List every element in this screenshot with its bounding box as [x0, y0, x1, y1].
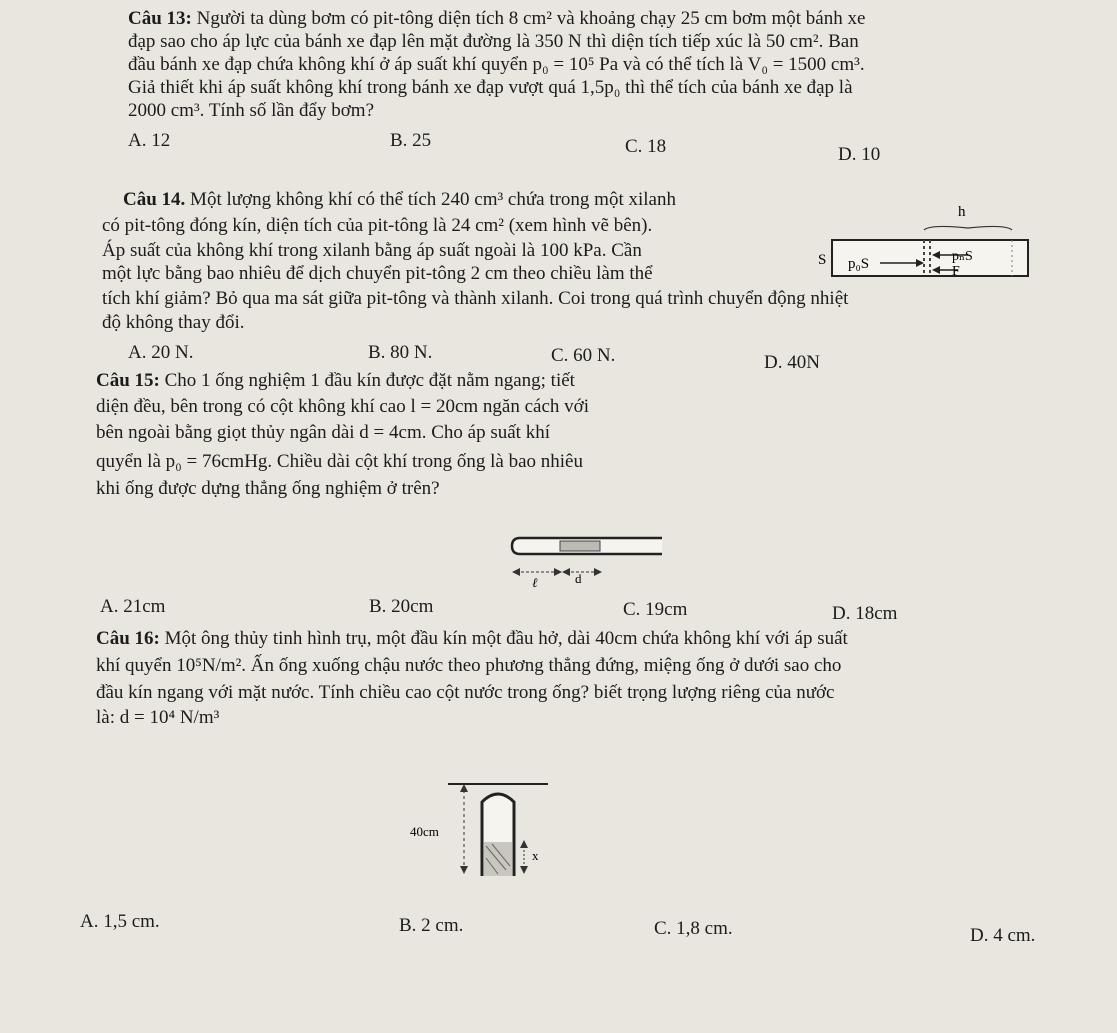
q16-dim-length-arrow-bottom	[460, 866, 468, 874]
q14-option-a[interactable]: A. 20 N.	[128, 342, 194, 363]
q15-dim-d-arrow-right	[594, 568, 602, 576]
q15-text-1: Cho 1 ống nghiệm 1 đầu kín được đặt nằm ngang; tiết	[164, 370, 575, 391]
q16-option-a[interactable]: A. 1,5 cm.	[80, 911, 160, 932]
q14-figure-s: S	[818, 252, 827, 268]
q15-line-4: quyển là p₀ = 76cmHg. Chiều dài cột khí trong ống là bao nhiêu	[96, 451, 583, 472]
q14-line-1	[123, 189, 676, 211]
q15-dim-l-arrow-left	[512, 568, 520, 576]
q15-option-a[interactable]: A. 21cm	[100, 596, 166, 617]
q16-text-1: Một ông thủy tinh hình trụ, một đầu kín một đầu hở, dài 40cm chứa không khí với áp suất	[164, 628, 848, 649]
q15-line-3: bên ngoài bằng giọt thủy ngân dài d = 4cm. Cho áp suất khí	[96, 422, 550, 443]
q15-option-d[interactable]: D. 18cm	[832, 603, 898, 624]
q14-line-4: một lực bằng bao nhiêu để dịch chuyển pit-tông 2 cm theo chiều làm thể	[102, 263, 653, 284]
q14-figure-p0s: p₀S	[848, 256, 870, 272]
q14-line-3: Áp suất của không khí trong xilanh bằng áp suất ngoài là 100 kPa. Cần	[102, 240, 642, 261]
q14-option-c[interactable]: C. 60 N.	[551, 345, 616, 366]
q16-dim-x-arrow-bottom	[520, 866, 528, 874]
q15-line-5: khi ống được dựng thẳng ống nghiệm ở trên?	[96, 478, 440, 499]
q13-text-1: Người ta dùng bơm có pit-tông diện tích 8 cm² và khoảng chạy 25 cm bơm một bánh xe	[196, 8, 866, 29]
q16-dim-x-arrow-top	[520, 840, 528, 848]
q15-line-2: diện đều, bên trong có cột không khí cao l = 20cm ngăn cách với	[96, 396, 589, 417]
q15-dim-l-arrow-right	[554, 568, 562, 576]
q14-line-6: độ không thay đổi.	[102, 312, 245, 333]
q14-cylinder-figure	[818, 198, 1040, 290]
q16-line-1	[96, 628, 848, 650]
q13-option-d[interactable]: D. 10	[838, 144, 881, 165]
q14-line-2: có pit-tông đóng kín, diện tích của pit-tông là 24 cm² (xem hình vẽ bên).	[102, 215, 653, 236]
q14-label: Câu 14.	[123, 189, 186, 210]
q14-text-1: Một lượng không khí có thể tích 240 cm³ chứa trong một xilanh	[190, 189, 676, 210]
q15-option-c[interactable]: C. 19cm	[623, 599, 688, 620]
q16-label: Câu 16:	[96, 628, 160, 649]
q16-tube-figure	[408, 776, 554, 882]
q14-figure-h: h	[958, 204, 966, 220]
q15-dim-d-arrow-left	[562, 568, 570, 576]
q14-figure-brace	[924, 226, 1012, 230]
q16-dim-length-arrow-top	[460, 784, 468, 792]
q15-tube-figure	[502, 528, 672, 590]
q16-water-column	[484, 842, 512, 876]
q16-option-b[interactable]: B. 2 cm.	[399, 915, 464, 936]
q13-option-c[interactable]: C. 18	[625, 136, 667, 157]
q15-option-b[interactable]: B. 20cm	[369, 596, 434, 617]
q13-line-3: đầu bánh xe đạp chứa không khí ở áp suất khí quyển p₀ = 10⁵ Pa và có thể tích là V₀ = 1500 cm³.	[128, 54, 865, 75]
q14-option-d[interactable]: D. 40N	[764, 352, 820, 373]
q16-line-4: là: d = 10⁴ N/m³	[96, 707, 220, 728]
q16-option-d[interactable]: D. 4 cm.	[970, 925, 1036, 946]
q16-option-c[interactable]: C. 1,8 cm.	[654, 918, 733, 939]
q13-line-4: Giả thiết khi áp suất không khí trong bánh xe đạp vượt quá 1,5p₀ thì thể tích của bánh xe đạp là	[128, 77, 853, 98]
q15-figure-l: ℓ	[532, 575, 538, 590]
q16-figure-length: 40cm	[410, 824, 439, 839]
q13-line-1	[128, 8, 865, 30]
q13-option-a[interactable]: A. 12	[128, 130, 171, 151]
q14-figure-f: F	[952, 264, 960, 279]
q16-line-3: đầu kín ngang với mặt nước. Tính chiều cao cột nước trong ống? biết trọng lượng riêng của nước	[96, 682, 835, 703]
q15-label: Câu 15:	[96, 370, 160, 391]
q13-label: Câu 13:	[128, 8, 192, 29]
q16-line-2: khí quyển 10⁵N/m². Ấn ống xuống chậu nước theo phương thẳng đứng, miệng ống ở dưới sao cho	[96, 655, 842, 676]
q16-figure-x: x	[532, 848, 539, 863]
q14-line-5: tích khí giảm? Bỏ qua ma sát giữa pit-tông và thành xilanh. Coi trong quá trình chuyển động nhiệt	[102, 288, 849, 309]
q14-figure-pns: pₙS	[952, 249, 973, 264]
q13-line-5: 2000 cm³. Tính số lần đẩy bơm?	[128, 100, 374, 121]
q13-option-b[interactable]: B. 25	[390, 130, 432, 151]
q15-figure-d: d	[575, 571, 582, 586]
q14-option-b[interactable]: B. 80 N.	[368, 342, 433, 363]
q13-line-2: đạp sao cho áp lực của bánh xe đạp lên mặt đường là 350 N thì diện tích tiếp xúc là 50 cm². Ban	[128, 31, 859, 52]
q15-mercury-drop	[560, 541, 600, 551]
q15-line-1	[96, 370, 575, 392]
